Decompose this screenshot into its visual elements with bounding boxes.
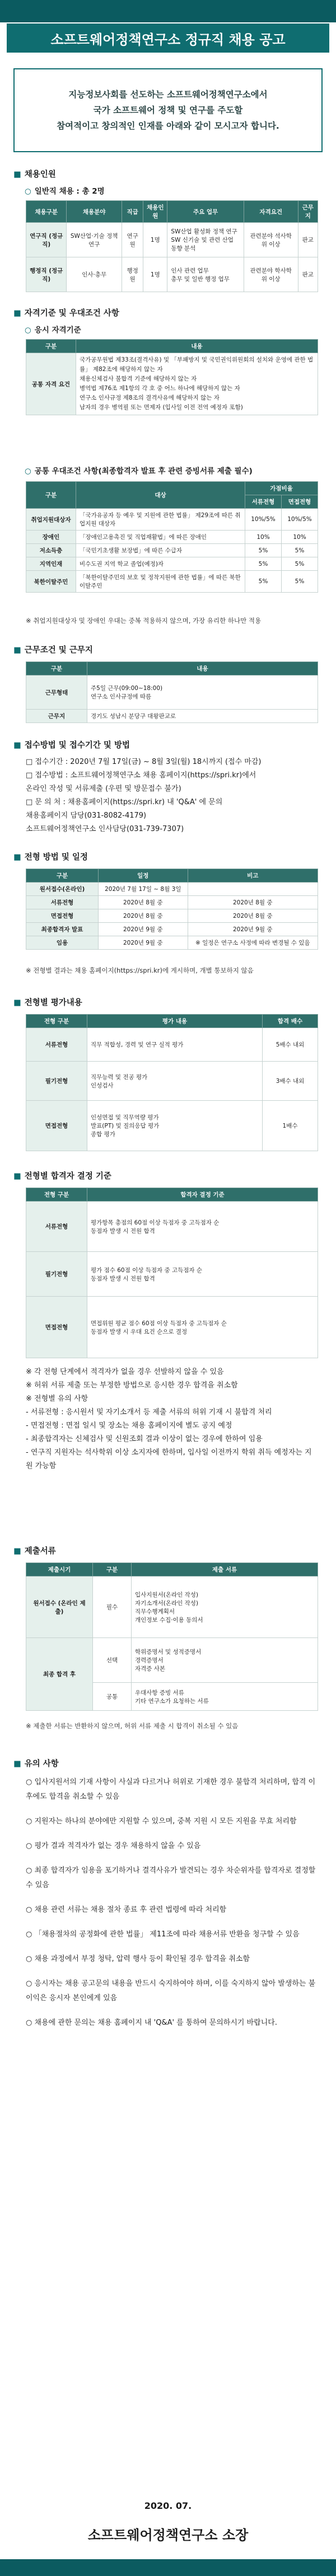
cell: 관련분야 학사학위 이상 <box>244 257 298 292</box>
cell: 관련분야 석사학위 이상 <box>244 223 298 257</box>
cell: 「국가유공자 등 예우 및 지원에 관한 법률」 제29조에 따른 취업지원 대상자 <box>76 509 245 531</box>
evaluation-table <box>26 1014 318 1151</box>
cell <box>87 1101 263 1151</box>
cell: 1배수 <box>263 1101 318 1151</box>
info-line: □ 접수방법 : 소프트웨어정책연구소 채용 홈페이지(https://spri.kr)에서 <box>26 771 256 780</box>
table-row <box>26 531 318 544</box>
table-header: 내용 <box>87 662 318 675</box>
cell: 「북한이탈주민의 보호 및 정착지원에 관한 법률」에 따른 북한이탈주민 <box>76 571 245 593</box>
eval-item: 종합 평가 <box>91 1131 115 1138</box>
cell <box>132 1638 318 1683</box>
cell: 2020년 9월 중 <box>99 936 188 950</box>
table-row <box>26 223 318 257</box>
cell <box>188 883 318 896</box>
cell: 10%/5% <box>282 509 318 531</box>
eval-item: 인성검사 <box>91 1082 114 1089</box>
table-row <box>26 1062 318 1101</box>
cell: 5배수 내외 <box>263 1028 318 1062</box>
cell: 「국민기초생활 보장법」에 따른 수급자 <box>76 544 245 557</box>
cell: 연구원 <box>122 223 143 257</box>
note: ※ 제출한 서류는 반환하지 않으며, 허위 서류 제출 시 합격이 취소될 수 있음 <box>26 1722 239 1730</box>
intro-line: 참여적이고 창의적인 인재를 아래와 같이 모시고자 합니다. <box>57 121 279 131</box>
cell: 10%/5% <box>245 509 282 531</box>
info-line: □ 문 의 처 : 채용홈페이지(https://spri.kr) 내 'Q&A' 에 문의 <box>26 798 223 806</box>
cell <box>167 223 244 257</box>
section-subheading: ○ 공통 우대조건 사항(최종합격자 발표 후 관련 증빙서류 제출 필수) <box>25 467 253 476</box>
notice-item: ○ 응시자는 채용 공고문의 내용을 반드시 숙지하여야 하며, 이를 숙지하지 않아 발생하는 불이익은 응시자 본인에게 있음 <box>26 1979 316 2002</box>
section-heading: ■ 전형별 합격자 결정 기준 <box>13 1172 111 1181</box>
qualification-item: 병역법 제76조 제1항의 각 호 중 어느 하나에 해당하지 않는 자 <box>80 385 240 392</box>
recruit-table <box>26 200 318 292</box>
cell: 공통 자격 요건 <box>26 353 76 415</box>
table-row <box>26 1638 318 1683</box>
cell: 5% <box>282 571 318 593</box>
cell: 임용 <box>26 936 99 950</box>
doc-item: 기타 연구소가 요청하는 서류 <box>135 1697 209 1705</box>
section-heading: ■ 자격기준 및 우대조건 사항 <box>13 309 119 318</box>
cell: 3배수 내외 <box>263 1062 318 1101</box>
table-header: 구분 <box>26 340 76 353</box>
table-header: 제출시기 <box>26 1563 93 1576</box>
cell: 지역인재 <box>26 557 76 571</box>
criteria-notes <box>26 1366 318 1473</box>
cell: 근무형태 <box>26 675 87 710</box>
table-header: 구분 <box>93 1563 132 1576</box>
note-line: - 면접전형 : 면접 일시 및 장소는 채용 홈페이지에 별도 공지 예정 <box>26 1421 232 1430</box>
doc-item: 개인정보 수집·이용 동의서 <box>135 1616 203 1624</box>
cell: 5% <box>245 544 282 557</box>
cell <box>132 1576 318 1638</box>
cell <box>87 1062 263 1101</box>
criteria-item: 평가항목 총점의 60점 이상 득점자 중 고득점자 순 <box>91 1219 220 1226</box>
cell: 5% <box>245 571 282 593</box>
notice-item: ○ 평가 결과 적격자가 없는 경우 채용하지 않을 수 있음 <box>26 1842 201 1850</box>
documents-table <box>26 1563 318 1711</box>
table-row <box>26 1028 318 1062</box>
cell: 최종 합격 후 <box>26 1638 93 1711</box>
cell <box>87 1297 318 1358</box>
table-header: 면접전형 <box>282 495 318 509</box>
info-line: 채용홈페이지 담당(031-8082-4179) <box>26 811 147 820</box>
criteria-item: 동점자 발생 시 전원 합격 <box>91 1275 155 1282</box>
criteria-item: 평가 점수 60점 이상 득점자 중 고득점자 순 <box>91 1266 203 1274</box>
table-header: 자격요건 <box>244 201 298 223</box>
qualification-item: 국가공무원법 제33조(결격사유) 및 「부패방지 및 국민권익위원회의 설치와 운영에 관한 법률」 제82조에 해당하지 않는 자 <box>80 356 314 373</box>
note: ※ 취업지원대상자 및 장애인 우대는 중복 적용하지 않으며, 가장 유리한 하나만 적용 <box>26 617 262 625</box>
note: ※ 전형별 결과는 채용 홈페이지(https://spri.kr)에 게시하며, 개별 통보하지 않음 <box>26 966 254 974</box>
title-banner <box>7 24 329 53</box>
criteria-item: 면접위원 평균 점수 60점 이상 득점자 중 고득점자 순 <box>91 1320 227 1327</box>
doc-item: 직무수행계획서 <box>135 1608 175 1615</box>
cell: 원서접수 (온라인 제출) <box>26 1576 93 1638</box>
table-row <box>26 675 318 710</box>
pass-criteria-table <box>26 1188 318 1358</box>
doc-item: 학위증명서 및 성적증명서 <box>135 1649 202 1655</box>
eval-item: 발표(PT) 및 질의응답 평가 <box>91 1123 160 1129</box>
notice-item: ○ 채용 관련 서류는 채용 절차 종료 후 관련 법령에 따라 처리함 <box>26 1906 227 1914</box>
info-line: 온라인 작성 및 서류제출 (우편 및 방문접수 불가) <box>26 785 181 793</box>
note-line: - 연구직 지원자는 석사학위 이상 소지자에 한하며, 입사일 이전까지 학위 취득 예정자는 지원 가능함 <box>26 1448 312 1470</box>
cell: 2020년 7월 17일 ~ 8월 3일 <box>99 883 188 896</box>
notice-item: ○ 최종 합격자가 임용을 포기하거나 결격사유가 발견되는 경우 차순위자를 합격자로 결정할 수 있음 <box>26 1866 316 1889</box>
cell: 저소득층 <box>26 544 76 557</box>
qualification-item: 남자의 경우 병역필 또는 면제자 (입사일 이전 전역 예정자 포함) <box>80 404 243 411</box>
cell: 2020년 9월 중 <box>188 923 318 936</box>
table-row <box>26 909 318 923</box>
cell: 판교 <box>298 257 318 292</box>
table-row <box>26 883 318 896</box>
note-line: ※ 전형별 유의 사항 <box>26 1395 88 1403</box>
qualification-item: 연구소 인사규정 제8조의 결격사유에 해당하지 않는 자 <box>80 395 220 401</box>
table-row <box>26 1202 318 1252</box>
info-line: □ 접수기간 : 2020년 7월 17일(금) ~ 8월 3일(월) 18시까지 (접수 마감) <box>26 758 262 766</box>
announcement-date: 2020. 07. <box>144 2500 192 2511</box>
table-header: 일정 <box>99 869 188 883</box>
cell: 직무 적합성, 경력 및 연구 실적 평가 <box>87 1028 263 1062</box>
table-header: 전형 구분 <box>26 1015 87 1028</box>
table-header: 가점비율 <box>245 482 318 495</box>
table-header: 구분 <box>26 662 87 675</box>
work-conditions-table <box>26 661 318 723</box>
cell: 1명 <box>143 223 167 257</box>
section-heading: ■ 전형 방법 및 일정 <box>13 853 88 862</box>
table-header: 구분 <box>26 869 99 883</box>
cell: 필기전형 <box>26 1252 87 1297</box>
cell <box>76 353 318 415</box>
cell: 근무지 <box>26 710 87 723</box>
cell: 행정원 <box>122 257 143 292</box>
page-title: 소프트웨어정책연구소 정규직 채용 공고 <box>50 31 286 48</box>
cell: 공통 <box>93 1683 132 1711</box>
criteria-item: 동점자 발생 시 우대 요건 순으로 결정 <box>91 1328 188 1335</box>
cell: 경기도 성남시 분당구 대왕판교로 <box>87 710 318 723</box>
section-heading: ■ 근무조건 및 근무지 <box>13 646 93 655</box>
notice-item: ○ 입사지원서의 기재 사항이 사실과 다르거나 허위로 기재한 경우 불합격 처리하며, 합격 이후에도 합격을 취소할 수 있음 <box>26 1778 316 1801</box>
cell: 인사·총무 <box>67 257 122 292</box>
notice-item: ○ 지원자는 하나의 분야에만 지원할 수 있으며, 중복 지원 시 모든 지원을 무효 처리함 <box>26 1817 297 1826</box>
cell: 10% <box>282 531 318 544</box>
table-row <box>26 571 318 593</box>
table-row <box>26 923 318 936</box>
table-header: 제출 서류 <box>132 1563 318 1576</box>
table-header: 주요 업무 <box>167 201 244 223</box>
condition-item: 연구소 인사규정에 따름 <box>91 693 152 700</box>
cell: 서류전형 <box>26 1202 87 1252</box>
table-header: 합격 배수 <box>263 1015 318 1028</box>
info-line: 소프트웨어정책연구소 인사담당(031-739-7307) <box>26 825 184 833</box>
table-row <box>26 257 318 292</box>
table-row <box>26 896 318 909</box>
cell <box>167 257 244 292</box>
cell: 면접전형 <box>26 1101 87 1151</box>
cell <box>87 675 318 710</box>
cell: SW산업·기술 정책 연구 <box>67 223 122 257</box>
cell: 「장애인고용촉진 및 직업재활법」에 따른 장애인 <box>76 531 245 544</box>
cell: 면접전형 <box>26 909 99 923</box>
cell: 5% <box>245 557 282 571</box>
doc-item: 자격증 사본 <box>135 1665 166 1672</box>
section-subheading: ○ 응시 자격기준 <box>25 326 81 335</box>
table-header: 내용 <box>76 340 318 353</box>
preference-table <box>26 481 318 593</box>
note-line: - 최종합격자는 신체검사 및 신원조회 결과 이상이 없는 경우에 한하여 임용 <box>26 1435 263 1443</box>
doc-item: 경력증명서 <box>135 1657 164 1664</box>
section-heading: ■ 접수방법 및 접수기간 및 방법 <box>13 741 130 750</box>
table-header: 구분 <box>26 482 76 509</box>
cell: 필기전형 <box>26 1062 87 1101</box>
cell: 행정직 (정규직) <box>26 257 67 292</box>
cell: 2020년 9월 중 <box>99 923 188 936</box>
table-row <box>26 936 318 950</box>
notice-item: ○ 채용에 관한 문의는 채용 홈페이지 내 'Q&A' 를 통하여 문의하시기 바랍니다. <box>26 2019 277 2027</box>
duty-item: 인사 관련 업무 <box>171 267 209 274</box>
cell: 북한이탈주민 <box>26 571 76 593</box>
table-row <box>26 1101 318 1151</box>
table-header: 비고 <box>188 869 318 883</box>
cell: 서류전형 <box>26 896 99 909</box>
cell: 2020년 8월 중 <box>188 896 318 909</box>
section-heading: ■ 제출서류 <box>13 1547 56 1556</box>
table-row <box>26 544 318 557</box>
table-row <box>26 509 318 531</box>
cell: ※ 일정은 연구소 사정에 따라 변경될 수 있음 <box>188 936 318 950</box>
doc-item: 우대사항 증빙 서류 <box>135 1689 184 1696</box>
cell: 선택 <box>93 1638 132 1683</box>
cell: 5% <box>282 557 318 571</box>
table-header: 직급 <box>122 201 143 223</box>
intro-line: 국가 소프트웨어 정책 및 연구를 주도할 <box>93 105 243 115</box>
doc-item: 자기소개서(온라인 작성) <box>135 1599 198 1607</box>
cell: 서류전형 <box>26 1028 87 1062</box>
table-header: 평가 내용 <box>87 1015 263 1028</box>
table-row <box>26 1252 318 1297</box>
top-banner <box>0 0 336 22</box>
cell: 2020년 8월 중 <box>99 896 188 909</box>
duty-item: 총무 및 일반 행정 업무 <box>171 275 230 283</box>
cell <box>132 1683 318 1711</box>
section-heading: ■ 전형별 평가내용 <box>13 998 82 1007</box>
duty-item: SW 신기술 및 관련 산업 동향 분석 <box>171 237 234 252</box>
section-heading: ■ 채용인원 <box>13 170 56 179</box>
cell: 5% <box>282 544 318 557</box>
cell: 최종합격자 발표 <box>26 923 99 936</box>
table-header: 합격자 결정 기준 <box>87 1188 318 1202</box>
section-heading: ■ 유의 사항 <box>13 1759 59 1768</box>
qualification-item: 채용신체검사 불합격 기준에 해당하지 않는 자 <box>80 376 197 382</box>
table-header: 전형 구분 <box>26 1188 87 1202</box>
notice-item: ○ 「채용절차의 공정화에 관한 법률」 제11조에 따라 채용서류 반환을 청구할 수 있음 <box>26 1930 300 1939</box>
cell: 장애인 <box>26 531 76 544</box>
bottom-banner <box>0 2559 336 2576</box>
table-row <box>26 710 318 723</box>
table-header: 근무지 <box>298 201 318 223</box>
notice-item: ○ 채용 과정에서 부정 청탁, 압력 행사 등이 확인될 경우 합격을 취소함 <box>26 1955 250 1963</box>
table-header: 채용분야 <box>67 201 122 223</box>
table-header: 채용인원 <box>143 201 167 223</box>
cell: 필수 <box>93 1576 132 1638</box>
schedule-table <box>26 869 318 950</box>
note-line: - 서류전형 : 응시원서 및 자기소개서 등 제출 서류의 허위 기재 시 불합격 처리 <box>26 1408 272 1416</box>
cell <box>87 1252 318 1297</box>
application-info <box>26 756 318 836</box>
table-row <box>26 1297 318 1358</box>
table-row <box>26 557 318 571</box>
intro-box <box>13 68 323 152</box>
cell: 취업지원대상자 <box>26 509 76 531</box>
cell: 2020년 8월 중 <box>188 909 318 923</box>
cell: 비수도권 지역 학교 졸업(예정)자 <box>76 557 245 571</box>
cell: 1명 <box>143 257 167 292</box>
cell: 10% <box>245 531 282 544</box>
cell: 면접전형 <box>26 1297 87 1358</box>
table-row <box>26 353 318 415</box>
organization-signature: 소프트웨어정책연구소 소장 <box>87 2527 249 2543</box>
note-line: ※ 허위 서류 제출 또는 부정한 방법으로 응시한 경우 합격을 취소함 <box>26 1381 238 1390</box>
table-header: 서류전형 <box>245 495 282 509</box>
condition-item: 주5일 근무(09:00~18:00) <box>91 685 163 692</box>
duty-item: SW산업 활성화 정책 연구 <box>171 228 237 235</box>
doc-item: 입사지원서(온라인 작성) <box>135 1591 198 1598</box>
table-header: 채용구분 <box>26 201 67 223</box>
cell: 2020년 8월 중 <box>99 909 188 923</box>
intro-line: 지능정보사회를 선도하는 소프트웨어정책연구소에서 <box>68 90 268 100</box>
cell: 판교 <box>298 223 318 257</box>
table-header: 대상 <box>76 482 245 509</box>
eval-item: 인성면접 및 직무역량 평가 <box>91 1114 159 1121</box>
criteria-item: 동점자 발생 시 전원 합격 <box>91 1227 155 1235</box>
cell: 연구직 (정규직) <box>26 223 67 257</box>
section-subheading: ○ 일반직 채용 : 총 2명 <box>25 187 105 196</box>
qualification-table <box>26 339 318 415</box>
eval-item: 직무능력 및 전공 평가 <box>91 1073 148 1081</box>
note-line: ※ 각 전형 단계에서 적격자가 없을 경우 선발하지 않을 수 있음 <box>26 1368 224 1376</box>
cell <box>87 1202 318 1252</box>
notice-list <box>26 1775 318 2040</box>
cell: 원서접수(온라인) <box>26 883 99 896</box>
table-row <box>26 1576 318 1638</box>
